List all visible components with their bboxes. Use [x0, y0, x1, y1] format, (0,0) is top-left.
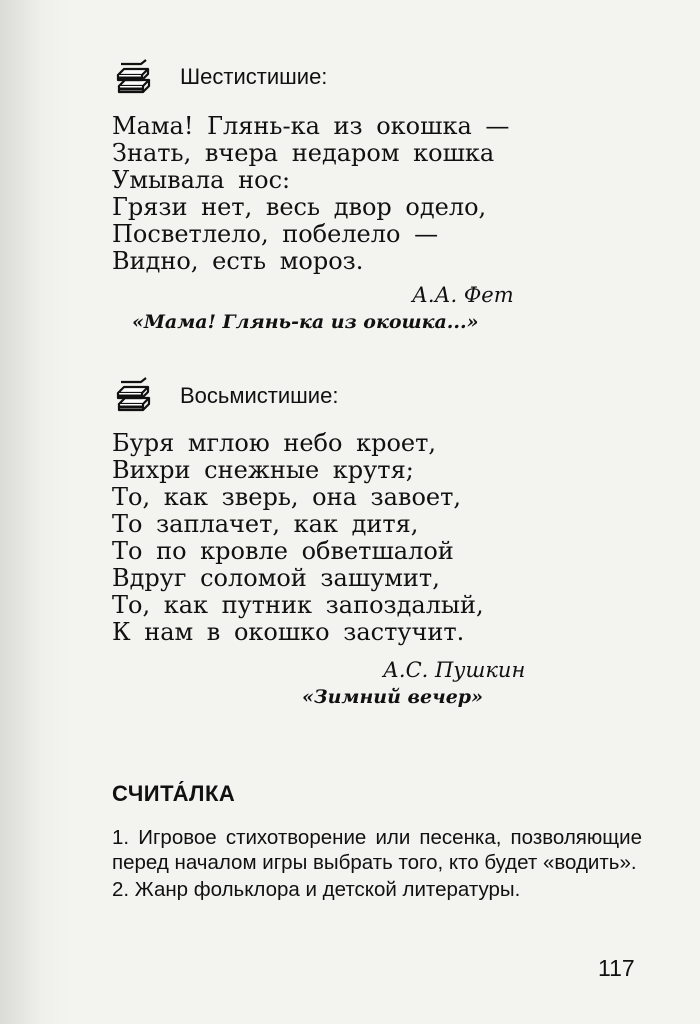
poem-verse	[112, 113, 509, 275]
page-number: 117	[598, 955, 635, 981]
entry-definitions	[112, 825, 642, 902]
verse-line: Вихри снежные крутя;	[112, 456, 414, 484]
section-label: Шестистишие:	[180, 64, 328, 89]
section-label: Восьмистишие:	[180, 383, 339, 408]
verse-line: Буря мглою небо кроет,	[112, 429, 436, 457]
verse-line: Знать, вчера недаром кошка	[112, 139, 495, 167]
verse-line: То заплачет, как дитя,	[112, 510, 419, 538]
poem-author: А.С. Пушкин	[383, 658, 526, 682]
entry-heading: СЧИТА́ЛКА	[112, 781, 236, 806]
definition-item: 2. Жанр фольклора и детской литературы.	[112, 878, 521, 901]
verse-line: Грязи нет, весь двор одело,	[112, 193, 487, 221]
verse-line: То по кровле обветшалой	[112, 537, 454, 565]
poem-author: А.А. Фет	[412, 283, 514, 307]
verse-line: То, как зверь, она завоет,	[112, 483, 461, 511]
books-icon	[113, 58, 153, 98]
poem-title: «Мама! Глянь-ка из окошка...»	[132, 311, 479, 333]
verse-line: Умывала нос:	[112, 166, 291, 194]
poem-title: «Зимний вечер»	[302, 686, 483, 708]
verse-line: То, как путник запоздалый,	[112, 591, 484, 619]
definition-item: 1. Игровое стихотворение или песенка, позволяющие перед началом игры выбрать того, кто будет «водить».	[112, 826, 642, 874]
verse-line: Видно, есть мороз.	[112, 247, 364, 275]
poem-verse	[112, 430, 484, 646]
books-icon	[113, 376, 153, 416]
show-through-area	[480, 62, 680, 362]
verse-line: К нам в окошко застучит.	[112, 618, 465, 646]
verse-line: Мама! Глянь-ка из окошка —	[112, 112, 510, 140]
verse-line: Вдруг соломой зашумит,	[112, 564, 440, 592]
verse-line: Посветлело, побелело —	[112, 220, 439, 248]
